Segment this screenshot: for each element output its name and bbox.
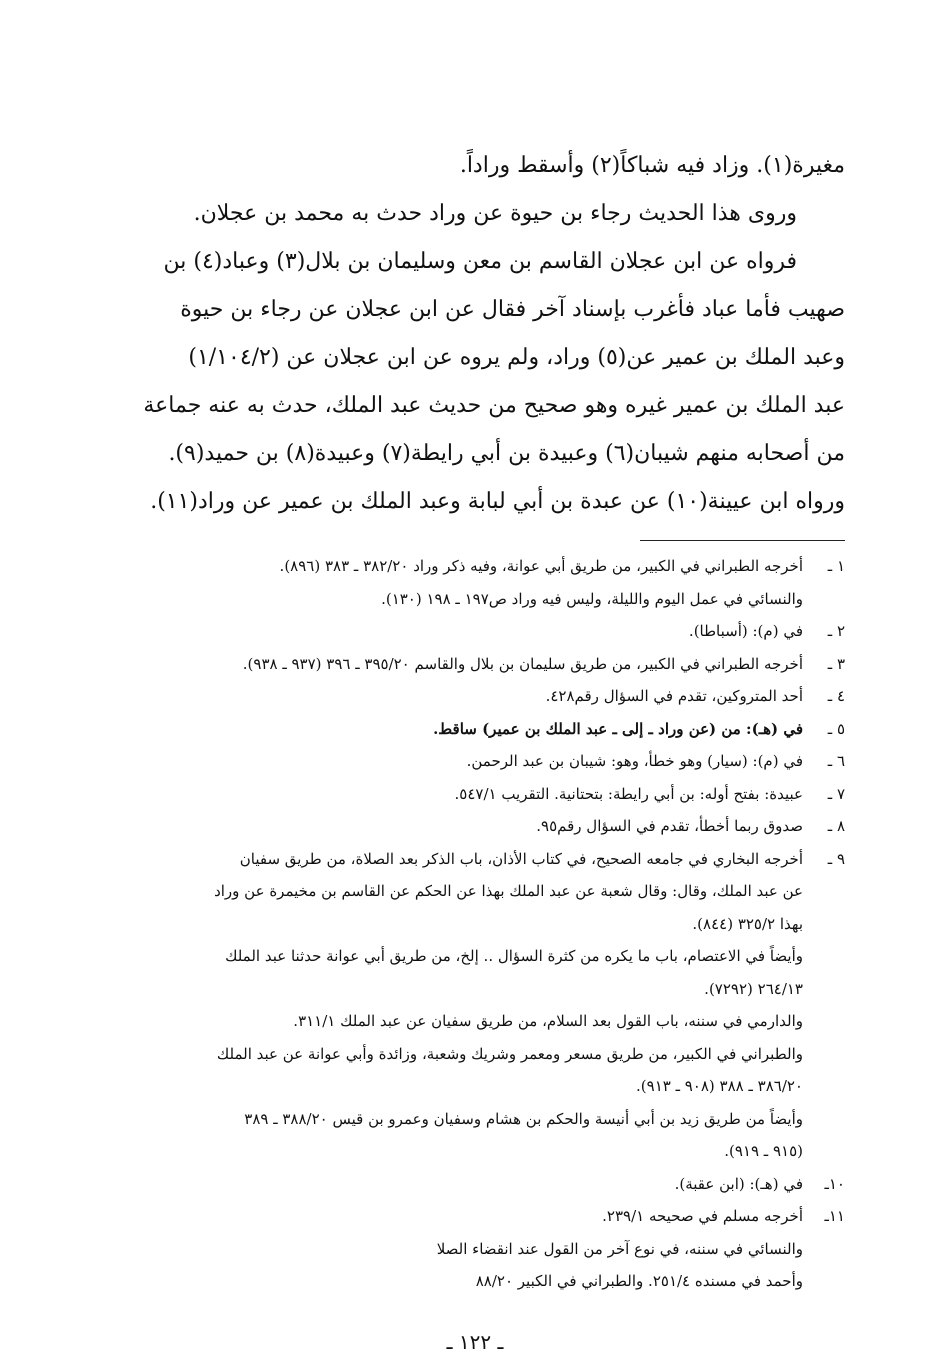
footnote-line xyxy=(125,1103,845,1136)
footnote-text: ٣٨٦/٢٠ ـ ٣٨٨ (٩٠٨ ـ ٩١٣). xyxy=(636,1077,803,1095)
footnote-line xyxy=(125,615,845,648)
footnote-line xyxy=(125,1005,845,1038)
footnote-text: أحد المتروكين، تقدم في السؤال رقم٤٢٨. xyxy=(545,687,803,705)
footnote-line xyxy=(125,940,845,973)
footnote-line xyxy=(125,908,845,941)
body-line: ورواه ابن عيينة(١٠) عن عبدة بن أبي لبابة وعبد الملك بن عمير عن وراد(١١). xyxy=(150,489,845,514)
footnote-text: والنسائي في سننه، في نوع آخر من القول عند انقضاء الصلا xyxy=(436,1239,803,1258)
body-line: وروى هذا الحديث رجاء بن حيوة عن وراد حدث به محمد بن عجلان. xyxy=(193,201,797,226)
body-line: وعبد الملك بن عمير عن(٥) وراد، ولم يروه عن ابن عجلان عن (١/١٠٤/٢) xyxy=(188,345,845,370)
footnote-text: والنسائي في عمل اليوم والليلة، وليس فيه وراد ص١٩٧ ـ ١٩٨ (١٣٠). xyxy=(381,589,803,608)
footnote-line xyxy=(125,875,845,908)
footnote-text: صدوق ربما أخطأ، تقدم في السؤال رقم٩٥. xyxy=(536,817,803,835)
footnote-text: أخرجه البخاري في جامعه الصحيح، في كتاب الأذان، باب الذكر بعد الصلاة، من طريق سفيان xyxy=(239,849,803,868)
main-text xyxy=(135,142,845,526)
footnote-line xyxy=(125,550,845,583)
footnote-text: أخرجه مسلم في صحيحه ٢٣٩/١. xyxy=(602,1207,803,1225)
footnote-line xyxy=(125,1038,845,1071)
footnote-text: وأحمد في مسنده ٢٥١/٤. والطبراني في الكبير ٨٨/٢٠ xyxy=(475,1272,803,1290)
footnote-line xyxy=(125,680,845,713)
footnote-text: في (م): (أسباطا). xyxy=(688,622,803,640)
body-line: فرواه عن ابن عجلان القاسم بن معن وسليمان بن بلال(٣) وعباد(٤) بن xyxy=(163,249,797,274)
footnote-number: ٥ ـ xyxy=(827,719,845,738)
page-number: ـ ١٢٢ ـ xyxy=(446,1330,504,1354)
footnote-number: ١١ـ xyxy=(824,1207,845,1225)
footnote-text: والدارمي في سننه، باب القول بعد السلام، من طريق سفيان عن عبد الملك ٣١١/١. xyxy=(293,1012,803,1030)
footnote-text: في (م): (سيار) وهو خطأ، وهو: شيبان بن عبد الرحمن. xyxy=(466,752,803,770)
footnote-line xyxy=(125,1070,845,1103)
footnote-line xyxy=(125,843,845,876)
footnote-text: وأيضاً في الاعتصام، باب ما يكره من كثرة السؤال .. إلخ، من طريق أبي عوانة حدثنا عبد الملك xyxy=(225,947,803,965)
footnote-text: أخرجه الطبراني في الكبير، من طريق سليمان بن بلال والقاسم ٣٩٥/٢٠ ـ ٣٩٦ (٩٣٧ ـ ٩٣٨). xyxy=(242,654,803,673)
footnotes xyxy=(125,550,845,1298)
footnote-text: والطبراني في الكبير، من طريق مسعر ومعمر وشريك وشعبة، وزائدة وأبي عوانة عن عبد الملك xyxy=(216,1044,803,1063)
footnote-text: عن عبد الملك، وقال: وقال شعبة عن عبد الملك بهذا عن الحكم عن القاسم بن مخيمرة عن وراد xyxy=(214,882,803,900)
footnote-text: ٢٦٤/١٣ (٧٢٩٢). xyxy=(704,979,803,998)
footnote-line xyxy=(125,1265,845,1298)
footnote-line xyxy=(125,810,845,843)
footnote-text: في (هـ): من (عن وراد ـ إلى ـ عبد الملك بن عمير) ساقط. xyxy=(433,719,803,738)
footnote-text: وأيضاً من طريق زيد بن أبي أنيسة والحكم بن هشام وسفيان وعمرو بن قيس ٣٨٨/٢٠ ـ ٣٨٩ xyxy=(244,1109,803,1128)
body-line: صهيب فأما عباد فأغرب بإسناد آخر فقال عن ابن عجلان عن رجاء بن حيوة xyxy=(180,297,845,322)
body-line: عبد الملك بن عمير غيره وهو صحيح من حديث عبد الملك، حدث به عنه جماعة xyxy=(143,393,845,418)
footnote-line xyxy=(125,778,845,811)
footnote-line xyxy=(125,1233,845,1266)
footnote-line xyxy=(125,1200,845,1233)
footnote-number: ٢ ـ xyxy=(827,622,845,640)
footnote-number: ٦ ـ xyxy=(827,752,845,770)
footnote-line xyxy=(125,1135,845,1168)
footnote-text: (٩١٥ ـ ٩١٩). xyxy=(724,1142,803,1160)
footnote-text: عبيدة: بفتح أوله: بن أبي رايطة: بتحتانية. التقريب ٥٤٧/١. xyxy=(454,784,803,803)
footnote-line xyxy=(125,583,845,616)
footnote-number: ٨ ـ xyxy=(827,817,845,835)
footnote-number: ١ ـ xyxy=(827,557,845,575)
footnote-line xyxy=(125,713,845,746)
footnote-number: ٧ ـ xyxy=(827,784,845,803)
footnote-number: ٤ ـ xyxy=(827,687,845,705)
footnote-line xyxy=(125,745,845,778)
body-line: من أصحابه منهم شيبان(٦) وعبيدة بن أبي رايطة(٧) وعبيدة(٨) بن حميد(٩). xyxy=(168,441,845,466)
footnote-text: أخرجه الطبراني في الكبير، من طريق أبي عوانة، وفيه ذكر وراد ٣٨٢/٢٠ ـ ٣٨٣ (٨٩٦). xyxy=(279,557,803,575)
footnote-line xyxy=(125,648,845,681)
footnote-line xyxy=(125,973,845,1006)
footnote-text: بهذا ٣٢٥/٢ (٨٤٤). xyxy=(692,914,803,933)
footnote-line xyxy=(125,1168,845,1201)
footnote-text: في (هـ): (ابن عقبة). xyxy=(674,1174,803,1193)
footnote-number: ١٠ـ xyxy=(824,1174,845,1193)
body-line: مغيرة(١). وزاد فيه شباكاً(٢) وأسقط وراداً. xyxy=(459,153,845,178)
footnote-separator xyxy=(640,540,845,541)
footnote-number: ٩ ـ xyxy=(827,849,845,868)
footnote-number: ٣ ـ xyxy=(827,654,845,673)
